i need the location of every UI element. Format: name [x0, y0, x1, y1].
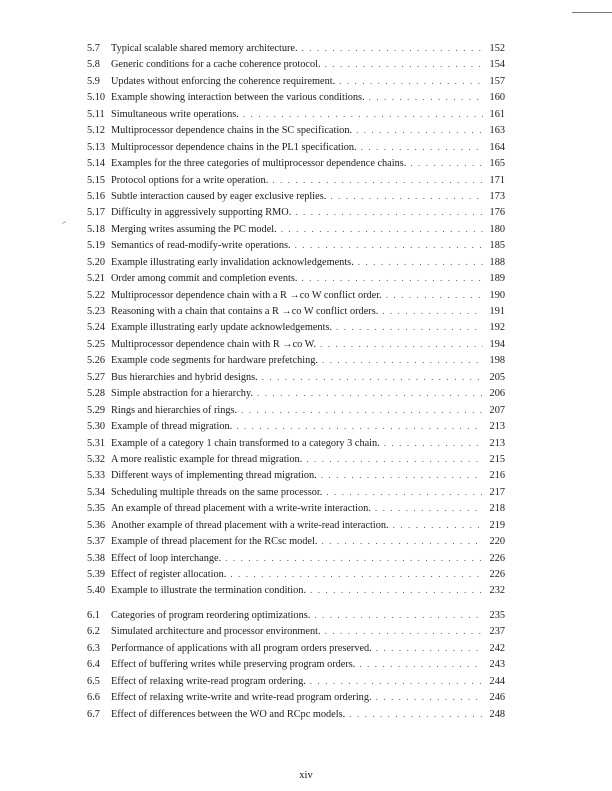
- figure-title: Scheduling multiple threads on the same processor.: [111, 486, 323, 498]
- toc-entry: [87, 221, 505, 237]
- dot-leader: [410, 155, 483, 171]
- toc-entry: [87, 319, 505, 335]
- page-ref: 189: [489, 273, 505, 285]
- figure-title: Effect of buffering writes while preserving program orders.: [111, 659, 356, 671]
- figure-title: Performance of applications with all program orders preserved.: [111, 642, 372, 654]
- figure-number: 5.38: [87, 552, 106, 564]
- figure-title: Generic conditions for a cache coherence protocol.: [111, 59, 321, 71]
- figure-number: 5.16: [87, 190, 106, 202]
- figure-number: 6.1: [87, 609, 100, 621]
- toc-entry: [87, 172, 505, 188]
- toc-entry: [87, 336, 505, 352]
- page-ref: 205: [489, 371, 505, 383]
- figure-title: Example illustrating early update acknowledgements.: [111, 322, 333, 334]
- toc-entry: [87, 500, 505, 516]
- page-number: xiv: [299, 770, 313, 781]
- page-ref: 237: [489, 626, 505, 638]
- dot-leader: [225, 550, 483, 566]
- figure-title: Multiprocessor dependence chains in the PL1 specification.: [111, 141, 357, 153]
- dot-leader: [301, 270, 483, 286]
- dot-leader: [243, 106, 483, 122]
- dot-leader: [382, 303, 483, 319]
- figure-number: 5.37: [87, 536, 106, 548]
- page-ref: 246: [489, 692, 505, 704]
- figure-title: Multiprocessor dependence chain with R →co W.: [111, 338, 317, 350]
- figure-title: Another example of thread placement with a write-read interaction.: [111, 519, 389, 531]
- figure-title: Example of thread migration.: [111, 421, 233, 433]
- figure-number: 5.13: [87, 141, 106, 153]
- figure-title: Semantics of read-modify-write operations.: [111, 240, 291, 252]
- page-ref: 160: [489, 92, 505, 104]
- page-ref: 171: [489, 174, 505, 186]
- dot-leader: [369, 89, 483, 105]
- toc-entry: [87, 656, 505, 672]
- page-ref: 248: [489, 708, 505, 720]
- dot-leader: [358, 254, 483, 270]
- figure-number: 5.34: [87, 486, 106, 498]
- figure-number: 5.22: [87, 289, 106, 301]
- page-ref: 194: [489, 338, 505, 350]
- figure-title: Merging writes assuming the PC model.: [111, 223, 277, 235]
- toc-entry: [87, 204, 505, 220]
- dot-leader: [326, 484, 483, 500]
- toc-entry: [87, 451, 505, 467]
- page-ref: 190: [489, 289, 505, 301]
- toc-entry: [87, 607, 505, 623]
- page-ref: 220: [489, 536, 505, 548]
- dot-leader: [272, 172, 483, 188]
- dot-leader: [295, 237, 483, 253]
- figure-title: Effect of relaxing write-read program ordering.: [111, 675, 306, 687]
- dot-leader: [322, 352, 483, 368]
- figure-number: 5.14: [87, 158, 106, 170]
- page-ref: 213: [489, 421, 505, 433]
- toc-entry: [87, 89, 505, 105]
- figure-number: 5.26: [87, 355, 106, 367]
- toc-entry: [87, 73, 505, 89]
- page-ref: 206: [489, 388, 505, 400]
- dot-leader: [325, 56, 483, 72]
- toc-entry: [87, 106, 505, 122]
- figure-title: Simple abstraction for a hierarchy.: [111, 388, 254, 400]
- dot-leader: [257, 385, 483, 401]
- figure-number: 5.20: [87, 256, 106, 268]
- page-ref: 154: [489, 59, 505, 71]
- toc-entry: [87, 402, 505, 418]
- toc-entry: [87, 237, 505, 253]
- toc-entry: [87, 139, 505, 155]
- toc-entry: [87, 254, 505, 270]
- toc-entry: [87, 623, 505, 639]
- figure-title: An example of thread placement with a write-write interaction.: [111, 503, 371, 515]
- dot-leader: [302, 40, 483, 56]
- page-ref: 243: [489, 659, 505, 671]
- toc-entry: [87, 155, 505, 171]
- toc-entry: [87, 56, 505, 72]
- dot-leader: [262, 369, 483, 385]
- scan-mark: [62, 221, 66, 224]
- page-ref: 161: [489, 108, 505, 120]
- figure-title: Example illustrating early invalidation acknowledgements.: [111, 256, 354, 268]
- figure-number: 5.32: [87, 453, 106, 465]
- figure-number: 5.31: [87, 437, 106, 449]
- dot-leader: [349, 706, 483, 722]
- toc-entry: [87, 303, 505, 319]
- figure-title: Effect of differences between the WO and RCpc models.: [111, 708, 346, 720]
- dot-leader: [325, 623, 483, 639]
- dot-leader: [230, 566, 483, 582]
- figure-number: 5.10: [87, 92, 106, 104]
- figure-number: 5.35: [87, 503, 106, 515]
- list-of-figures: [87, 40, 505, 722]
- figure-title: Categories of program reordering optimizations.: [111, 609, 311, 621]
- page-ref: 219: [489, 519, 505, 531]
- toc-entry: [87, 270, 505, 286]
- page-ref: 235: [489, 609, 505, 621]
- toc-entry: [87, 435, 505, 451]
- page-ref: 173: [489, 190, 505, 202]
- figure-number: 6.3: [87, 642, 100, 654]
- figure-number: 5.18: [87, 223, 106, 235]
- figure-number: 5.30: [87, 421, 106, 433]
- page-ref: 226: [489, 552, 505, 564]
- figure-number: 5.9: [87, 75, 100, 87]
- figure-title: Reasoning with a chain that contains a R →co W conflict orders.: [111, 306, 379, 317]
- figure-title: Simulated architecture and processor environment.: [111, 626, 321, 638]
- dot-leader: [376, 689, 483, 705]
- page-ref: 218: [489, 503, 505, 515]
- figure-title: Multiprocessor dependence chain with a R →co W conflict order.: [111, 289, 382, 301]
- dot-leader: [339, 73, 483, 89]
- page-ref: 157: [489, 75, 505, 87]
- figure-number: 5.27: [87, 371, 106, 383]
- figure-title: A more realistic example for thread migration.: [111, 453, 303, 465]
- figure-number: 5.8: [87, 59, 100, 71]
- dot-leader: [359, 656, 483, 672]
- figure-number: 5.23: [87, 306, 106, 317]
- figure-title: Typical scalable shared memory architecture.: [111, 43, 298, 54]
- dot-leader: [314, 607, 483, 623]
- dot-leader: [241, 402, 483, 418]
- toc-entry: [87, 533, 505, 549]
- figure-title: Example of a category 1 chain transformed to a category 3 chain.: [111, 437, 380, 449]
- figure-title: Example of thread placement for the RCsc model.: [111, 536, 318, 548]
- figure-title: Simultaneous write operations.: [111, 108, 239, 120]
- figure-number: 5.28: [87, 388, 106, 400]
- figure-title: Bus hierarchies and hybrid designs.: [111, 371, 258, 383]
- toc-entry: [87, 582, 505, 598]
- figure-title: Multiprocessor dependence chains in the SC specification.: [111, 125, 353, 137]
- page-ref: 198: [489, 355, 505, 367]
- page-ref: 226: [489, 569, 505, 580]
- figure-number: 6.4: [87, 659, 100, 671]
- figure-title: Rings and hierarchies of rings.: [111, 404, 238, 416]
- dot-leader: [336, 319, 483, 335]
- figure-group: [87, 607, 505, 722]
- toc-entry: [87, 40, 505, 56]
- figure-title: Updates without enforcing the coherence requirement.: [111, 75, 336, 87]
- figure-title: Order among commit and completion events.: [111, 273, 298, 285]
- dot-leader: [386, 287, 483, 303]
- page-ref: 192: [489, 322, 505, 334]
- page-ref: 242: [489, 642, 505, 654]
- dot-leader: [236, 418, 483, 434]
- figure-title: Subtle interaction caused by eager exclusive replies.: [111, 190, 327, 202]
- figure-title: Protocol options for a write operation.: [111, 174, 269, 186]
- toc-entry: [87, 550, 505, 566]
- page-ref: 244: [489, 675, 505, 687]
- figure-number: 5.33: [87, 470, 106, 482]
- figure-number: 5.19: [87, 240, 106, 252]
- figure-number: 5.21: [87, 273, 106, 285]
- figure-title: Different ways of implementing thread migration.: [111, 470, 317, 482]
- figure-number: 6.2: [87, 626, 100, 638]
- toc-entry: [87, 566, 505, 582]
- figure-number: 5.36: [87, 519, 106, 531]
- figure-number: 6.6: [87, 692, 100, 704]
- figure-title: Example showing interaction between the various conditions.: [111, 92, 365, 104]
- figure-title: Examples for the three categories of multiprocessor dependence chains.: [111, 158, 407, 170]
- toc-entry: [87, 188, 505, 204]
- figure-title: Example code segments for hardware prefetching.: [111, 355, 318, 367]
- dot-leader: [321, 533, 483, 549]
- page-ref: 191: [489, 306, 505, 317]
- figure-group: [87, 40, 505, 599]
- page-ref: 232: [489, 585, 505, 597]
- page-ref: 216: [489, 470, 505, 482]
- toc-entry: [87, 689, 505, 705]
- figure-number: 5.29: [87, 404, 106, 416]
- dot-leader: [310, 582, 483, 598]
- figure-number: 5.24: [87, 322, 106, 334]
- page-ref: 165: [489, 158, 505, 170]
- scan-edge-line: [572, 12, 612, 13]
- page-ref: 217: [489, 486, 505, 498]
- page-ref: 185: [489, 240, 505, 252]
- figure-number: 5.15: [87, 174, 106, 186]
- page-ref: 188: [489, 256, 505, 268]
- page-ref: 164: [489, 141, 505, 153]
- dot-leader: [321, 467, 483, 483]
- toc-entry: [87, 484, 505, 500]
- figure-title: Effect of register allocation.: [111, 569, 227, 580]
- dot-leader: [393, 517, 483, 533]
- page-ref: 215: [489, 453, 505, 465]
- figure-number: 5.40: [87, 585, 106, 597]
- figure-number: 5.17: [87, 207, 106, 219]
- figure-number: 5.12: [87, 125, 106, 137]
- page-ref: 213: [489, 437, 505, 449]
- dot-leader: [330, 188, 483, 204]
- page-ref: 176: [489, 207, 505, 219]
- figure-number: 5.25: [87, 338, 106, 350]
- figure-number: 5.39: [87, 569, 106, 580]
- toc-entry: [87, 673, 505, 689]
- toc-entry: [87, 385, 505, 401]
- toc-entry: [87, 517, 505, 533]
- page-ref: 180: [489, 223, 505, 235]
- page-ref: 152: [489, 43, 505, 54]
- dot-leader: [375, 500, 483, 516]
- figure-number: 5.11: [87, 108, 105, 120]
- toc-entry: [87, 706, 505, 722]
- dot-leader: [384, 435, 483, 451]
- dot-leader: [356, 122, 483, 138]
- dot-leader: [306, 451, 483, 467]
- figure-number: 5.7: [87, 43, 100, 54]
- figure-number: 6.5: [87, 675, 100, 687]
- toc-entry: [87, 467, 505, 483]
- figure-title: Example to illustrate the termination condition.: [111, 585, 307, 597]
- figure-title: Difficulty in aggressively supporting RMO.: [111, 207, 292, 219]
- dot-leader: [361, 139, 483, 155]
- page-ref: 207: [489, 404, 505, 416]
- figure-number: 6.7: [87, 708, 100, 720]
- dot-leader: [281, 221, 483, 237]
- toc-entry: [87, 640, 505, 656]
- toc-entry: [87, 352, 505, 368]
- toc-entry: [87, 122, 505, 138]
- toc-entry: [87, 369, 505, 385]
- dot-leader: [320, 336, 483, 352]
- toc-entry: [87, 418, 505, 434]
- figure-title: Effect of relaxing write-write and write-read program ordering.: [111, 692, 372, 704]
- toc-entry: [87, 287, 505, 303]
- dot-leader: [310, 673, 483, 689]
- dot-leader: [376, 640, 483, 656]
- figure-title: Effect of loop interchange.: [111, 552, 222, 564]
- dot-leader: [295, 204, 483, 220]
- page-ref: 163: [489, 125, 505, 137]
